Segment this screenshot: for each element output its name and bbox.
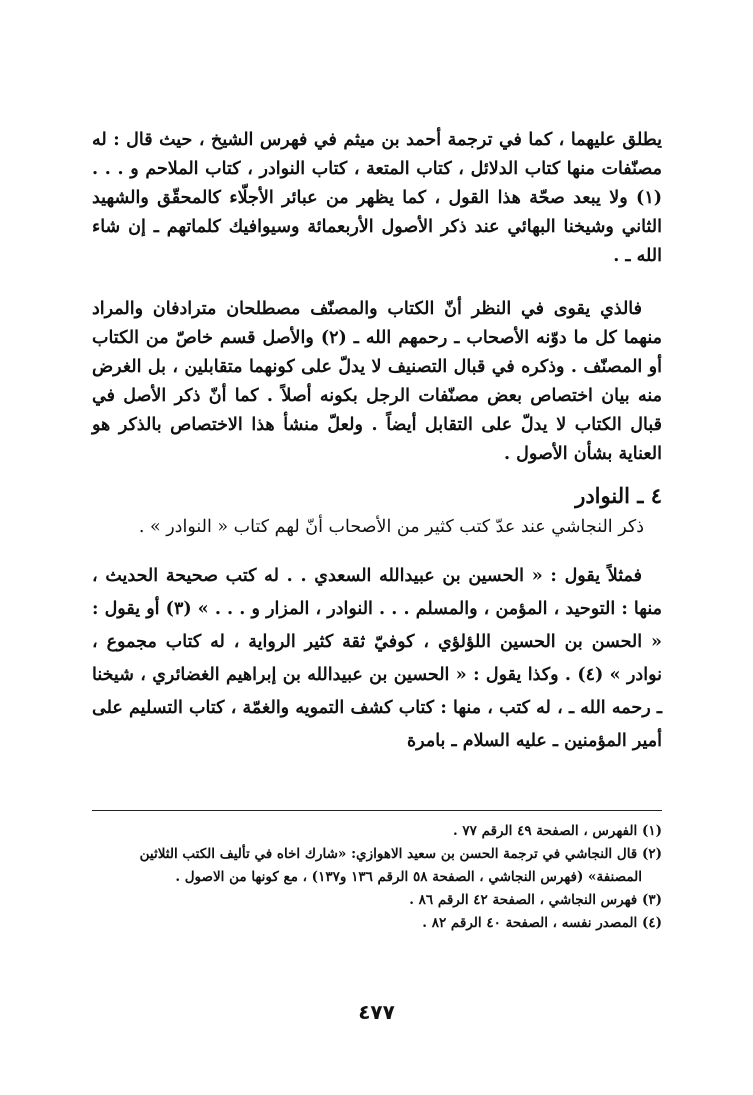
footnotes — [92, 820, 662, 935]
main-text — [92, 126, 662, 758]
footnote-2-line-2: المصنفة» (فهرس النجاشي ، الصفحة ٥٨ الرقم ١٣٦ و١٣٧) ، مع كونها من الاصول . — [175, 869, 642, 885]
paragraph-4: فمثلاً يقول : « الحسين بن عبيدالله السعدي . . له كتب صحيحة الحديث ، منها : التوحيد ، المؤمن ، والمسلم . . . النوادر ، المزار و . . . » (٣) أو يقول : « الحسن بن الحسين اللؤلؤي ، كوفيّ ثقة كثير الرواية ، له كتاب مجموع ، نوادر » (٤) . وكذا يقول : « الحسين بن عبيدالله بن إبراهيم الغضائري ، شيخنا ـ رحمه الله ـ ، له كتب ، منها : كتاب كشف التمويه والغمّة ، كتاب التسليم على أمير المؤمنين ـ عليه السلام ـ بامرة — [92, 566, 662, 751]
footnote-separator — [92, 810, 662, 811]
paragraph-1: يطلق عليهما ، كما في ترجمة أحمد بن ميثم في فهرس الشيخ ، حيث قال : له مصنّفات منها كتاب الدلائل ، كتاب المتعة ، كتاب النوادر ، كتاب الملاحم و . . . (١) ولا يبعد صحّة هذا القول ، كما يظهر من عبائر الأجلّاء كالمحقّق والشهيد الثاني وشيخنا البهائي عند ذكر الأصول الأربعمائة وسيوافيك كلماتهم ـ إن شاء الله ـ . — [92, 130, 662, 266]
footnote-2-line-1: (٢) قال النجاشي في ترجمة الحسن بن سعيد الاهوازي: «شارك اخاه في تأليف الكتب الثلاثين — [139, 846, 662, 862]
footnote-3: (٣) فهرس النجاشي ، الصفحة ٤٢ الرقم ٨٦ . — [409, 892, 662, 908]
section-heading: ٤ ـ النوادر — [575, 483, 662, 508]
page-number: ٤٧٧ — [358, 1000, 395, 1024]
footnote-2 — [92, 843, 662, 889]
footnote-4: (٤) المصدر نفسه ، الصفحة ٤٠ الرقم ٨٢ . — [422, 915, 662, 931]
paragraph-2: فالذي يقوى في النظر أنّ الكتاب والمصنّف مصطلحان مترادفان والمراد منهما كل ما دوّنه الأصحاب ـ رحمهم الله ـ (٢) والأصل قسم خاصّ من الكتاب أو المصنّف . وذكره في قبال التصنيف لا يدلّ على كونهما متقابلين ، بل الغرض منه بيان اختصاص بعض مصنّفات الرجل بكونه أصلاً . كما أنّ ذكر الأصل في قبال الكتاب لا يدلّ على التقابل أيضاً . ولعلّ منشأ هذا الاختصاص بالذكر هو العناية بشأن الأصول . — [92, 299, 662, 464]
paragraph-3: ذكر النجاشي عند عدّ كتب كثير من الأصحاب أنّ لهم كتاب « النوادر » . — [138, 517, 644, 537]
footnote-1: (١) الفهرس ، الصفحة ٤٩ الرقم ٧٧ . — [453, 823, 662, 839]
